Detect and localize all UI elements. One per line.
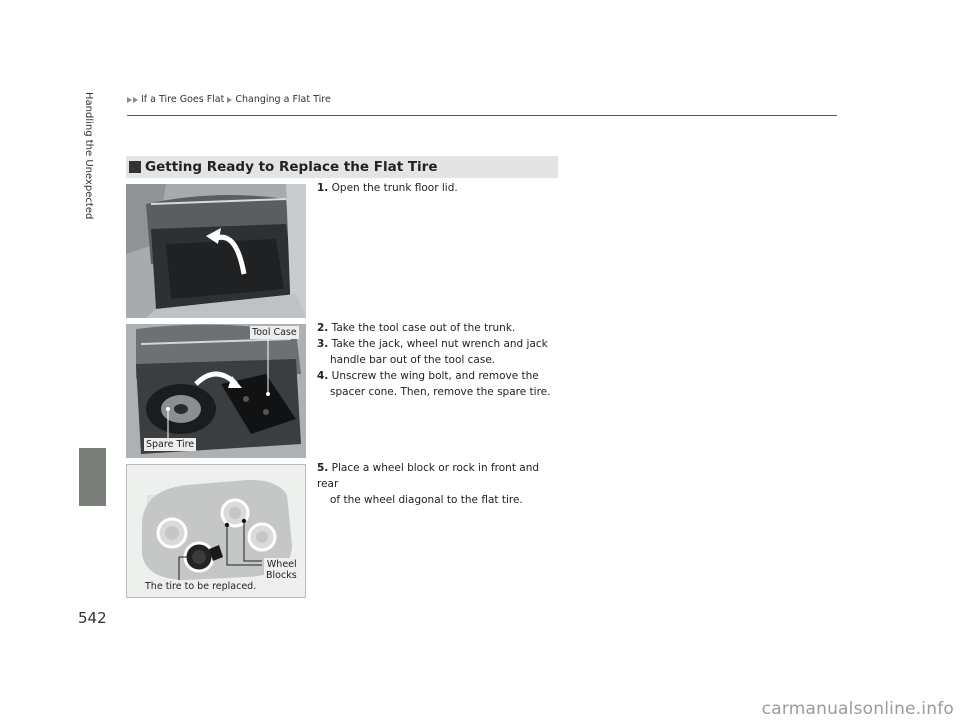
watermark-link[interactable]: carmanualsonline.info [761,699,954,719]
trunk-illustration-svg [126,184,306,318]
section-title: Getting Ready to Replace the Flat Tire [145,159,438,175]
breadcrumb-item[interactable]: Changing a Flat Tire [235,94,331,105]
step-number: 5. [317,462,329,474]
arrow-icon [133,97,138,103]
step-text: Unscrew the wing bolt, and remove the [331,370,539,382]
square-bullet-icon [129,161,141,173]
page-number: 542 [78,609,107,627]
step-number: 2. [317,322,329,334]
tire-replaced-label: The tire to be replaced. [145,581,257,592]
trunk-lid-illustration [126,184,306,318]
side-tab-label: Handling the Unexpected [83,92,94,220]
step-3 [317,336,562,368]
arrow-icon [127,97,132,103]
header-divider [127,115,837,116]
spare-tire-label: Spare Tire [146,439,195,450]
section-header [126,156,558,178]
step-text: Take the tool case out of the trunk. [331,322,516,334]
breadcrumb-item[interactable]: If a Tire Goes Flat [141,94,225,105]
step-2 [317,320,562,336]
step-number: 3. [317,338,329,350]
step-text: Place a wheel block or rock in front and rear [317,462,540,490]
step-text: Open the trunk floor lid. [331,182,458,194]
breadcrumb [127,94,331,105]
step-number: 4. [317,370,329,382]
wheel-blocks-line1: Wheel [266,559,297,570]
step-text: Take the jack, wheel nut wrench and jack [331,338,548,350]
wheel-blocks-label [264,558,299,582]
arrow-icon [227,97,232,103]
step-5 [317,460,562,508]
step-1 [317,180,562,196]
tool-case-label: Tool Case [252,327,297,338]
step-text-cont: spacer cone. Then, remove the spare tire. [330,386,551,398]
chapter-tab[interactable] [79,448,106,506]
step-number: 1. [317,182,329,194]
step-text-cont: of the wheel diagonal to the flat tire. [330,494,523,506]
step-4 [317,368,562,400]
wheel-blocks-line2: Blocks [266,570,297,581]
step-text-cont: handle bar out of the tool case. [330,354,496,366]
